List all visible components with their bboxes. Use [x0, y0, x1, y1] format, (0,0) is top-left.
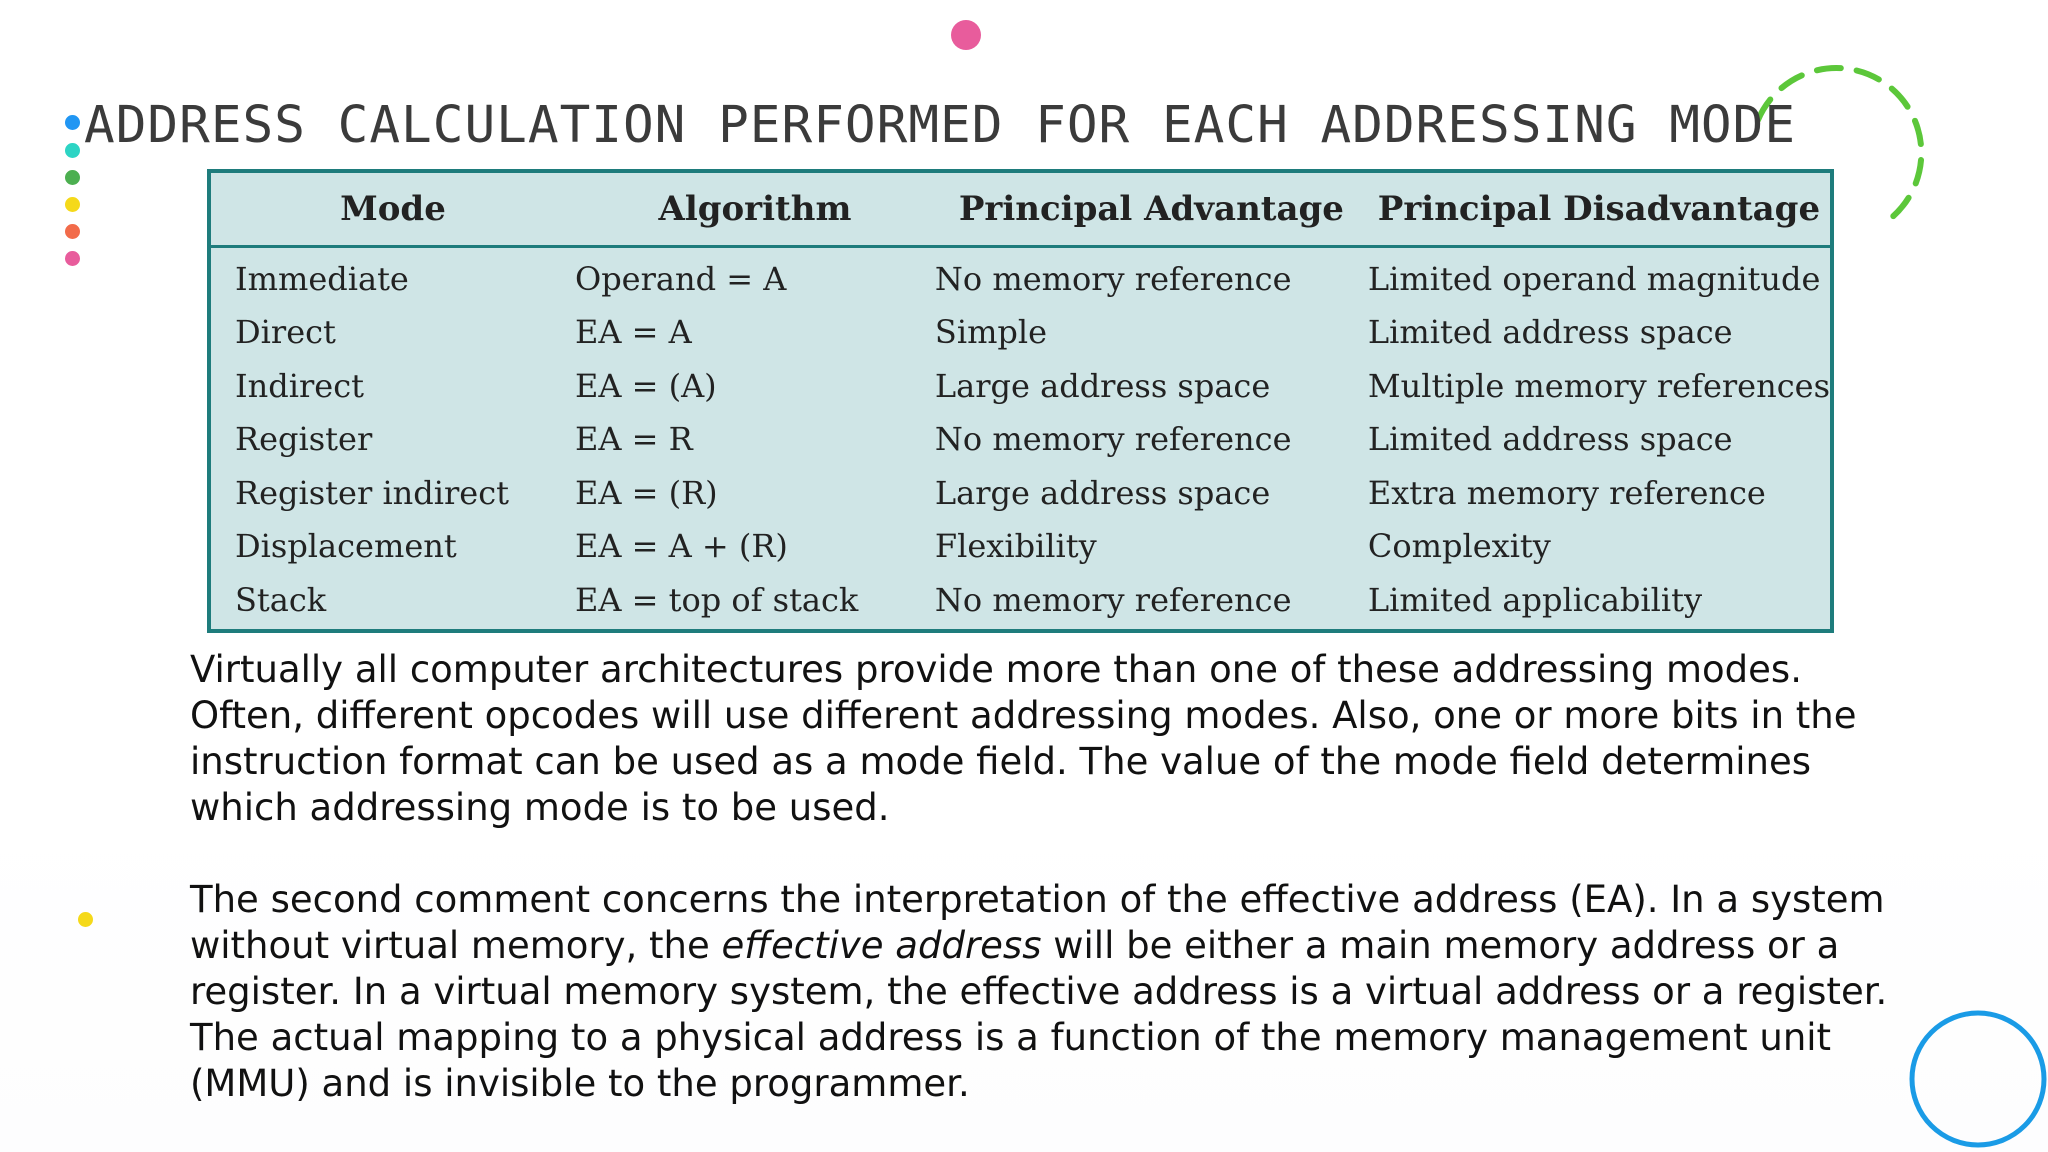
orange-dot-decoration [65, 224, 80, 239]
header-principal-advantage: Principal Advantage [935, 173, 1368, 247]
paragraph-effective-address [190, 877, 1910, 1107]
yellow-dot-bottom-decoration [78, 912, 93, 927]
table-row [211, 306, 1830, 360]
paragraph-text-before: The second comment concerns the interpretation of the effective address (EA). In a system without virtual memory, the [190, 878, 1885, 967]
paragraph-text-after: will be either a main memory address or a register. In a virtual memory system, the effective address is a virtual address or a register. The actual mapping to a physical address is a function of the memory management unit (MMU) and is invisible to the programmer. [190, 924, 1888, 1105]
cell-advantage: No memory reference [934, 259, 1292, 298]
cell-disadvantage: Limited address space [1367, 313, 1733, 352]
addressing-modes-table-frame [207, 169, 1834, 633]
cell-algorithm: EA = R [574, 420, 693, 459]
cell-algorithm: EA = (A) [574, 366, 717, 405]
addressing-modes-table [211, 173, 1830, 627]
cell-mode: Immediate [235, 259, 409, 298]
table-row [211, 247, 1830, 306]
cell-advantage: No memory reference [934, 580, 1292, 619]
cell-disadvantage: Extra memory reference [1367, 473, 1766, 512]
green-dot-decoration [65, 170, 80, 185]
table-header-row [211, 173, 1830, 247]
cell-disadvantage: Complexity [1367, 527, 1551, 566]
cell-advantage: Large address space [934, 473, 1271, 512]
cell-advantage: Large address space [934, 366, 1271, 405]
table-row [211, 413, 1830, 467]
cell-mode: Direct [235, 313, 336, 352]
cell-advantage: Flexibility [934, 527, 1097, 566]
table-row [211, 359, 1830, 413]
pink-dot-decoration [65, 251, 80, 266]
cell-mode: Displacement [235, 527, 457, 566]
table-row [211, 466, 1830, 520]
cell-algorithm: EA = top of stack [574, 580, 859, 619]
emphasis-effective-address: effective address [721, 924, 1042, 967]
header-algorithm: Algorithm [575, 173, 935, 247]
pink-dot-top-decoration [951, 20, 981, 50]
paragraph-addressing-modes: Virtually all computer architectures provide more than one of these addressing modes. Often, different opcodes will use different addressing modes. Also, one or more bits in the instruction format can be used as a mode field. The value of the mode field determines which addressing mode is to be used. [190, 648, 1857, 829]
cell-advantage: No memory reference [934, 420, 1292, 459]
header-principal-disadvantage: Principal Disadvantage [1368, 173, 1830, 247]
cell-disadvantage: Limited operand magnitude [1367, 259, 1821, 298]
table-row [211, 520, 1830, 574]
cell-algorithm: EA = A [574, 313, 692, 352]
slide-title: ADDRESS CALCULATION PERFORMED FOR EACH ADDRESSING MODE [84, 96, 1797, 155]
cell-disadvantage: Limited applicability [1367, 580, 1703, 619]
teal-dot-decoration [65, 143, 80, 158]
cell-algorithm: EA = (R) [574, 473, 718, 512]
yellow-dot-decoration [65, 197, 80, 212]
cell-algorithm: Operand = A [574, 259, 787, 298]
cell-mode: Register [235, 420, 373, 459]
cell-advantage: Simple [934, 313, 1048, 352]
blue-dot-decoration [65, 115, 80, 130]
cell-disadvantage: Multiple memory references [1367, 366, 1830, 405]
cell-mode: Stack [235, 580, 327, 619]
cell-algorithm: EA = A + (R) [574, 527, 788, 566]
cell-mode: Indirect [235, 366, 364, 405]
cell-disadvantage: Limited address space [1367, 420, 1733, 459]
header-mode: Mode [211, 173, 575, 247]
table-row [211, 573, 1830, 627]
cell-mode: Register indirect [235, 473, 510, 512]
blue-ring-decoration [1904, 1004, 2048, 1152]
